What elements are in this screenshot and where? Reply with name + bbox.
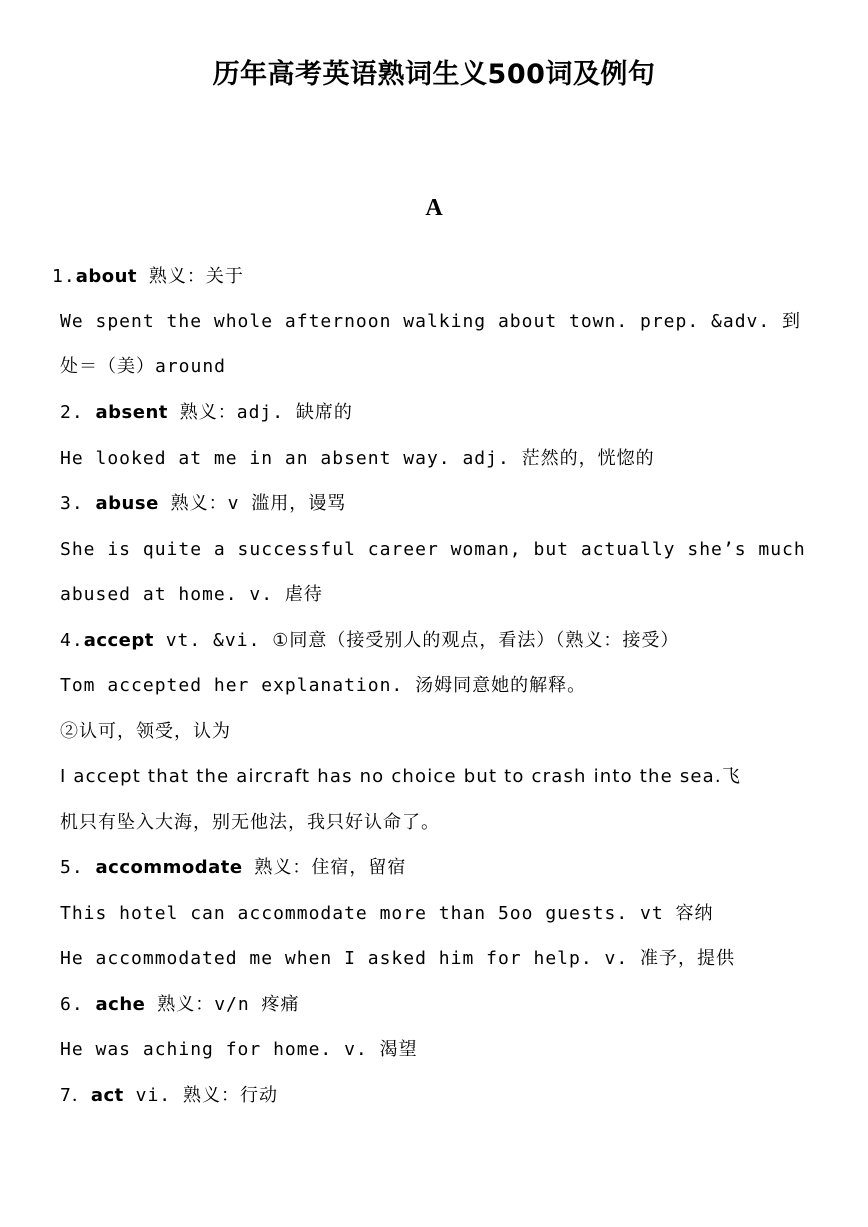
entry-heading-abuse (60, 489, 346, 519)
example-line: abused at home. v. 虐待 (60, 584, 323, 605)
example-line: He was aching for home. v. 渴望 (60, 1039, 418, 1060)
entry-heading-ache (60, 990, 300, 1020)
entry-meaning: 熟义：adj. 缺席的 (167, 402, 353, 423)
entry-heading-accept (60, 626, 679, 656)
entry-number: 7． (60, 1085, 91, 1106)
example-line: This hotel can accommodate more than 5oo guests. vt 容纳 (60, 903, 714, 924)
entry-number: 6. (60, 994, 96, 1015)
entry-heading-about (52, 262, 244, 292)
example-line: I accept that the aircraft has no choice but to crash into the sea.飞 (60, 766, 742, 787)
entry-heading-act (60, 1081, 278, 1111)
example-line: She is quite a successful career woman, but actually she’s much (60, 539, 806, 560)
entry-word: absent (95, 402, 168, 423)
section-heading: A (425, 195, 443, 221)
entry-word: abuse (95, 493, 159, 514)
entry-word: act (90, 1085, 124, 1106)
example-line: Tom accepted her explanation. 汤姆同意她的解释。 (60, 675, 587, 696)
entry-meaning: vt. &vi. ①同意（接受别人的观点，看法）（熟义：接受） (153, 630, 680, 651)
example-line: We spent the whole afternoon walking about town. prep. &adv. 到 (60, 311, 802, 332)
example-line: ②认可，领受，认为 (60, 721, 231, 742)
entry-number: 3. (60, 493, 96, 514)
entry-word: ache (95, 994, 146, 1015)
entry-number: 4. (60, 630, 84, 651)
entry-meaning: 熟义：v 滥用，谩骂 (158, 493, 347, 514)
entry-word: about (75, 266, 138, 287)
entry-number: 1. (52, 266, 76, 287)
example-line: 机只有坠入大海，别无他法，我只好认命了。 (60, 812, 440, 833)
example-line: He looked at me in an absent way. adj. 茫然的，恍惚的 (60, 448, 655, 469)
entry-word: accommodate (95, 857, 243, 878)
entry-word: accept (83, 630, 154, 651)
entry-meaning: 熟义：住宿，留宿 (242, 857, 407, 878)
entry-meaning: 熟义：v/n 疼痛 (145, 994, 300, 1015)
entry-meaning: 熟义：关于 (137, 266, 244, 287)
document-title: 历年高考英语熟词生义500词及例句 (212, 59, 656, 90)
entry-heading-absent (60, 398, 353, 428)
entry-number: 5. (60, 857, 96, 878)
example-line: He accommodated me when I asked him for help. v. 准予，提供 (60, 948, 736, 969)
example-line: 处＝（美）around (60, 356, 227, 377)
entry-heading-accommodate (60, 853, 406, 883)
entry-meaning: vi. 熟义：行动 (123, 1085, 278, 1106)
entry-number: 2. (60, 402, 96, 423)
